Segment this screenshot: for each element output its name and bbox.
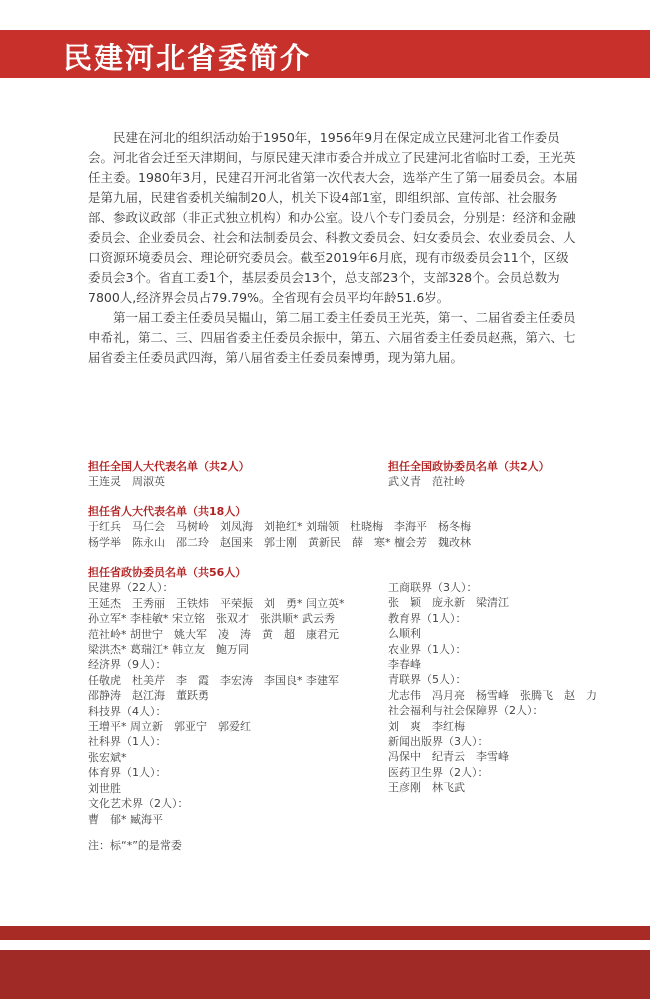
npc-names: 王连灵 周淑英 [88,475,165,489]
cppcc-names: 武义青 范社岭 [388,475,465,489]
footer-band [0,926,650,940]
npc-heading: 担任全国人大代表名单（共2人） [88,460,250,473]
provincial-cppcc-list [88,565,345,827]
provincial-cppcc-list-right [388,580,597,796]
cppcc-line: 工商联界（3人）： [388,581,478,594]
cppcc-list [388,459,550,490]
provincial-npc-list [88,504,471,550]
cppcc-line: 经济界（9人）： [88,658,167,672]
provincial-npc-heading: 担任省人大代表名单（共18人） [88,505,247,518]
cppcc-line: 孙立军* 李桂敏* 宋立铭 张双才 张洪顺* 武云秀 [88,612,335,626]
cppcc-line: 刘 爽 李红梅 [388,719,465,733]
cppcc-line: 王增平* 周立新 郭亚宁 郭爱红 [88,720,251,734]
intro-paragraph-2: 第一届工委主任委员吴韫山，第二届工委主任委员王光英，第一、二届省委主任委员申希礼，第二、三、四届省委主任委员余振中，第五、六届省委主任委员赵燕，第六、七届省委主任委员武四海，第八届省委主任委员秦博勇，现为第九届。 [88,310,576,365]
cppcc-line: 社科界（1人）： [88,735,167,749]
provincial-npc-names: 于红兵 马仁会 马树岭 刘凤海 刘艳红* 刘瑞领 杜晓梅 李海平 杨冬梅 [88,520,471,534]
intro-text [88,128,578,368]
cppcc-line: 医药卫生界（2人）： [388,765,489,779]
cppcc-line: 科技界（4人）： [88,704,167,718]
cppcc-line: 民建界（22人）： [88,581,174,595]
cppcc-line: 教育界（1人）： [388,611,467,625]
intro-paragraph-1: 民建在河北的组织活动始于1950年，1956年9月在保定成立民建河北省工作委员会。河北省会迁至天津期间，与原民建天津市委合并成立了民建河北省临时工委，王光英任主委。1980年3月，民建召开河北省第一次代表大会，选举产生了第一届委员会。本届是第九届，民建省委机关编制20人，机关下设4部1室，即组织部、宣传部、社会服务部、参政议政部（非正式独立机构）和办公室。设八个专门委员会，分别是：经济和金融委员会、企业委员会、社会和法制委员会、科教文委员会、妇女委员会、农业委员会、人口资源环境委员会、理论研究委员会。截至2019年6月底，现有市级委员会11个，区级委员会3个。省直工委1个，基层委员会13个，总支部23个，支部328个。会员总数为7800人,经济界会员占79.79%。全省现有会员平均年龄51.6岁。 [88,130,578,305]
cppcc-line: 冯保中 纪青云 李雪峰 [388,750,509,764]
cppcc-line: 李春峰 [388,658,421,672]
cppcc-line: 农业界（1人）： [388,642,467,656]
cppcc-line: 张 颖 庞永新 梁清江 [388,596,509,610]
cppcc-line: 邵静涛 赵江海 董跃勇 [88,689,209,703]
provincial-cppcc-heading: 担任省政协委员名单（共56人） [88,566,247,579]
npc-list [88,459,250,490]
footer-bar [0,950,650,999]
cppcc-line: 社会福利与社会保障界（2人）： [388,704,544,718]
cppcc-line: 体育界（1人）： [88,766,167,780]
cppcc-line: 刘世胜 [88,781,121,795]
cppcc-line: 任敬虎 杜美芹 李 霞 李宏涛 李国良* 李建军 [88,673,339,687]
footnote: 注：标“*”的是常委 [88,839,182,852]
cppcc-heading: 担任全国政协委员名单（共2人） [388,460,550,473]
cppcc-line: 王延杰 王秀丽 王铁炜 平荣振 刘 勇* 闫立英* [88,596,345,610]
cppcc-line: 文化艺术界（2人）： [88,797,189,811]
cppcc-line: 青联界（5人）： [388,673,467,687]
cppcc-line: 梁洪杰* 葛瑞江* 韩立友 鲍万同 [88,643,249,657]
title-banner [0,30,650,78]
provincial-npc-names: 杨学举 陈永山 邵二玲 赵国来 郭士刚 黄新民 薛 寒* 檀会芳 魏改林 [88,535,471,549]
cppcc-line: 范社岭* 胡世宁 姚大军 凌 涛 黄 超 康君元 [88,627,339,641]
page-title: 民建河北省委简介 [63,41,312,75]
cppcc-line: 么顺利 [388,627,421,641]
cppcc-line: 新闻出版界（3人）： [388,735,489,749]
cppcc-line: 张宏斌* [88,750,127,764]
cppcc-line: 曹 郁* 臧海平 [88,812,163,826]
cppcc-line: 王彦刚 林飞武 [388,781,465,795]
cppcc-line: 尤志伟 冯月亮 杨雪峰 张腾飞 赵 力 [388,688,597,702]
